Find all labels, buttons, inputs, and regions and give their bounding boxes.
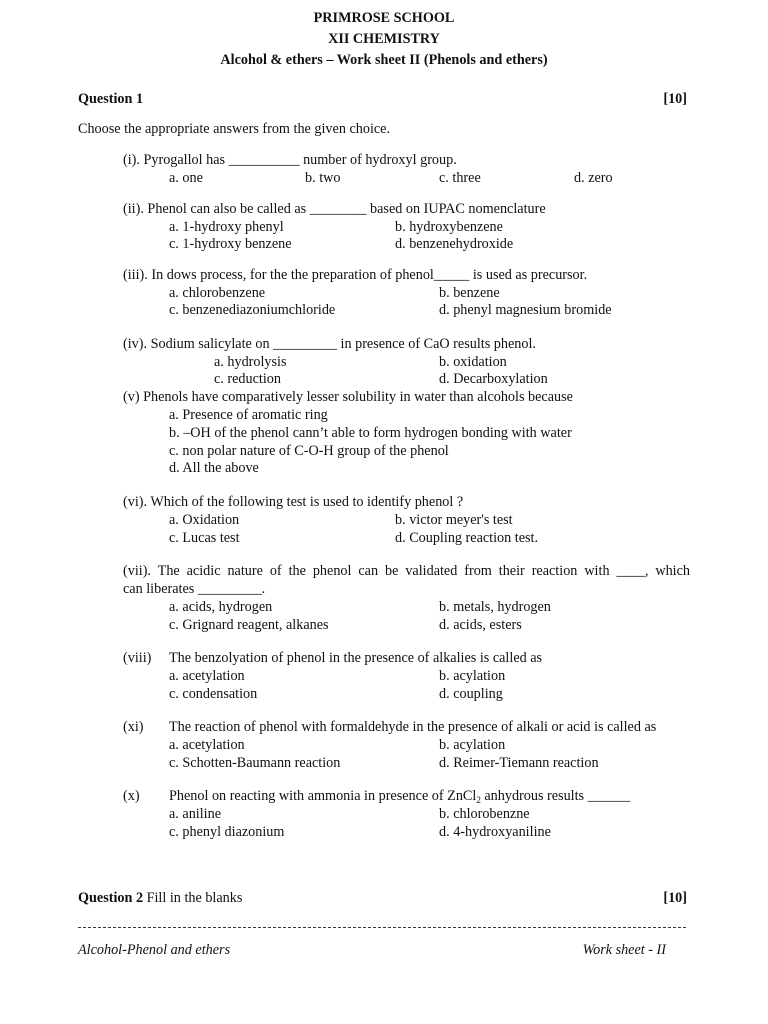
- class-title: XII CHEMISTRY: [328, 31, 440, 47]
- mcq-8-option-b: b. acylation: [439, 668, 506, 684]
- mcq-8-number: (viii): [123, 650, 152, 666]
- mcq-10-option-b: b. chlorobenzne: [439, 806, 530, 822]
- mcq-10-option-d: d. 4-hydroxyaniline: [439, 824, 551, 840]
- mcq-4-option-c: c. reduction: [214, 371, 281, 387]
- mcq-2-option-a: a. 1-hydroxy phenyl: [169, 219, 284, 235]
- mcq-10-option-a: a. aniline: [169, 806, 221, 822]
- mcq-7-stem: (vii). The acidic nature of the phenol can be validated from their reaction with ____, which: [123, 563, 690, 579]
- question-2-marks: [10]: [663, 890, 687, 906]
- mcq-10-stem: Phenol on reacting with ammonia in presence of ZnCl$_2$ anhydrous results ______: [169, 788, 631, 805]
- mcq-7-option-d: d. acids, esters: [439, 617, 522, 633]
- mcq-6-option-b: b. victor meyer's test: [395, 512, 513, 528]
- mcq-7-option-b: b. metals, hydrogen: [439, 599, 551, 615]
- mcq-8-stem: The benzolyation of phenol in the presence of alkalies is called as: [169, 650, 543, 666]
- mcq-8-option-a: a. acetylation: [169, 668, 245, 684]
- mcq-9-number: (xi): [123, 719, 144, 735]
- footer-divider: [78, 927, 686, 928]
- mcq-9-stem: The reaction of phenol with formaldehyde in the presence of alkali or acid is called as: [169, 719, 657, 735]
- mcq-2-option-b: b. hydroxybenzene: [395, 219, 503, 235]
- mcq-2-option-d: d. benzenehydroxide: [395, 236, 514, 252]
- mcq-3-option-c: c. benzenediazoniumchloride: [169, 302, 336, 318]
- mcq-4-option-a: a. hydrolysis: [214, 354, 287, 370]
- mcq-4-option-b: b. oxidation: [439, 354, 507, 370]
- zncl2-subscript: 2: [476, 795, 481, 805]
- mcq-7-option-a: a. acids, hydrogen: [169, 599, 273, 615]
- mcq-2-stem: (ii). Phenol can also be called as ________ based on IUPAC nomenclature: [123, 201, 546, 217]
- mcq-6-stem: (vi). Which of the following test is used to identify phenol ?: [123, 494, 464, 510]
- footer-left: Alcohol-Phenol and ethers: [78, 942, 231, 958]
- mcq-5-option-a: a. Presence of aromatic ring: [169, 407, 328, 423]
- mcq-9-option-c: c. Schotten-Baumann reaction: [169, 755, 341, 771]
- mcq-5-stem: (v) Phenols have comparatively lesser solubility in water than alcohols because: [123, 389, 573, 405]
- mcq-6-option-c: c. Lucas test: [169, 530, 240, 546]
- mcq-9-option-d: d. Reimer-Tiemann reaction: [439, 755, 599, 771]
- mcq-5-option-c: c. non polar nature of C-O-H group of the phenol: [169, 443, 449, 459]
- question-1-instruction: Choose the appropriate answers from the given choice.: [78, 121, 391, 137]
- mcq-1-option-d: d. zero: [574, 170, 613, 186]
- mcq-3-option-a: a. chlorobenzene: [169, 285, 266, 301]
- mcq-7-option-c: c. Grignard reagent, alkanes: [169, 617, 329, 633]
- school-name: PRIMROSE SCHOOL: [313, 10, 455, 26]
- mcq-4-option-d: d. Decarboxylation: [439, 371, 548, 387]
- worksheet-subtitle: Alcohol & ethers – Work sheet II (Phenols and ethers): [220, 52, 548, 68]
- mcq-5-option-d: d. All the above: [169, 460, 259, 476]
- mcq-3-option-d: d. phenyl magnesium bromide: [439, 302, 612, 318]
- mcq-10-option-c: c. phenyl diazonium: [169, 824, 285, 840]
- mcq-1-option-b: b. two: [305, 170, 341, 186]
- mcq-1-option-c: c. three: [439, 170, 481, 186]
- mcq-9-option-b: b. acylation: [439, 737, 506, 753]
- mcq-8-option-c: c. condensation: [169, 686, 258, 702]
- question-2-heading: [78, 889, 242, 907]
- mcq-10-number: (x): [123, 788, 140, 804]
- mcq-6-option-d: d. Coupling reaction test.: [395, 530, 539, 546]
- mcq-6-option-a: a. Oxidation: [169, 512, 240, 528]
- mcq-3-option-b: b. benzene: [439, 285, 500, 301]
- question-2-title: Question 2: [78, 890, 144, 906]
- mcq-2-option-c: c. 1-hydroxy benzene: [169, 236, 292, 252]
- mcq-4-stem: (iv). Sodium salicylate on _________ in presence of CaO results phenol.: [123, 336, 536, 352]
- mcq-8-option-d: d. coupling: [439, 686, 503, 702]
- mcq-5-option-b: b. –OH of the phenol cann’t able to form hydrogen bonding with water: [169, 425, 572, 441]
- mcq-1-stem: (i). Pyrogallol has __________ number of hydroxyl group.: [123, 152, 457, 168]
- question-1-marks: [10]: [663, 91, 687, 107]
- mcq-1-option-a: a. one: [169, 170, 203, 186]
- question-2-text: Fill in the blanks: [143, 890, 243, 906]
- mcq-9-option-a: a. acetylation: [169, 737, 245, 753]
- mcq-7-stem-continued: can liberates _________.: [123, 581, 266, 597]
- mcq-3-stem: (iii). In dows process, for the the preparation of phenol_____ is used as precursor.: [123, 267, 588, 283]
- footer-right: Work sheet - II: [582, 942, 666, 958]
- question-1-title: Question 1: [78, 91, 144, 107]
